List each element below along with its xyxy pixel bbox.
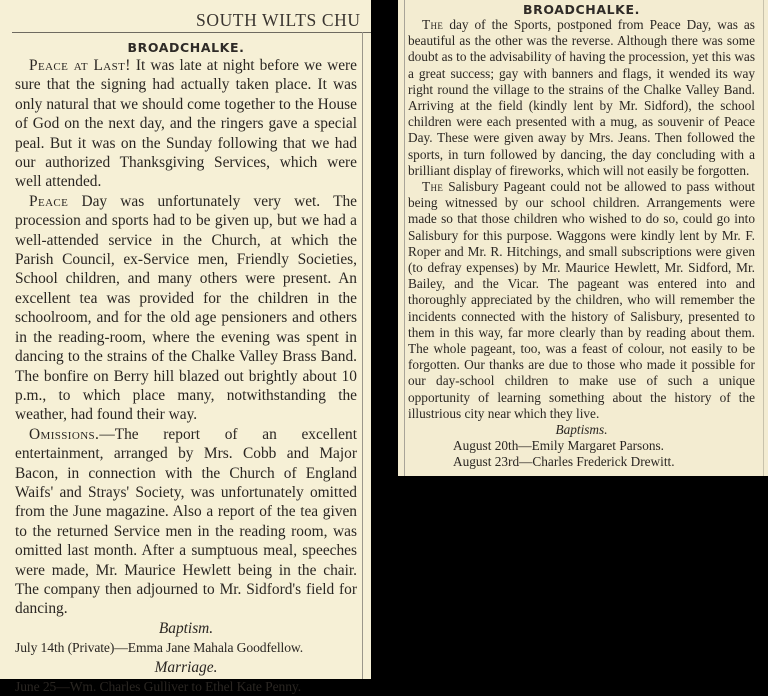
paragraph-text: It was late at night before we were sure that the signing had actually taken place. It was only natural that we should come together to the House of God on the next day, and the ringers gave a special peal. But it was on the Sunday following that we had our authorized Thanksgiving Services, which were well attended.	[15, 57, 358, 191]
left-article	[15, 40, 357, 696]
baptisms-heading: Baptisms.	[555, 422, 608, 438]
right-article	[408, 3, 755, 471]
paragraph-peace-at-last	[15, 56, 357, 192]
paragraph-text: Day was unfortunately very wet. The procession and sports had to be given up, but we had a well-attended service in the Church, at which the Parish Council, ex-Service men, Friendly Societies, School children, and many others were present. An excellent tea was provided for the children in the schoolroom, and for the old age pensioners and others in the reading-room, where the evening was spent in dancing to the strains of the Chalke Valley Brass Band. The bonfire on Berry hill blazed out brightly about 10 p.m., to which place many, notwithstanding the weather, had found their way.	[15, 192, 357, 424]
paragraph-omissions	[15, 425, 357, 619]
baptism-entry: July 14th (Private)—Emma Jane Mahala Goodfellow.	[15, 640, 304, 656]
marriage-entry: June 25—Wm. Charles Gulliver to Ethel Kate Penny.	[15, 679, 302, 694]
running-head: SOUTH WILTS CHU	[196, 10, 361, 30]
paragraph-peace-day	[15, 192, 357, 425]
column-rule	[404, 0, 405, 476]
header-rule	[12, 32, 371, 33]
marriage-heading: Marriage.	[154, 658, 218, 676]
baptism-entry: August 23rd—Charles Frederick Drewitt.	[453, 454, 675, 470]
column-rule	[362, 32, 363, 679]
paragraph-salisbury-pageant	[408, 179, 755, 422]
left-page-clipping	[0, 0, 371, 694]
paragraph-sports-day	[408, 17, 755, 179]
section-title: BROADCHALKE.	[523, 2, 640, 17]
paragraph-lead: The	[422, 179, 444, 195]
paragraph-lead: Omissions.	[29, 425, 100, 443]
page-edge	[763, 0, 764, 476]
baptism-entry: August 20th—Emily Margaret Parsons.	[453, 438, 665, 454]
paragraph-text: Salisbury Pageant could not be allowed to pass without being witnessed by our school children. Arrangements were made so that those children who wished to do so, could go into Salisbury for this purpose. Waggons were kindly lent by Mr. F. Roper and Mr. R. Hitchings, and small subscriptions were given (to defray expenses) by Mr. Maurice Hewlett, Mr. Sidford, Mr. Bailey, and the Vicar. The pageant was entered into and thoroughly appreciated by the children, who will remember the incidents connected with the history of Salisbury, presented to them in this way, far more clearly than by reading about them. The whole pageant, too, was a feast of colour, not easily to be forgotten. Our thanks are due to those who made it possible for our day-school children to make use of such a unique opportunity of learning something about the history of the illustrious city near which they live.	[408, 179, 755, 421]
paragraph-text: —The report of an excellent entertainment, arranged by Mrs. Cobb and Major Bacon, in connection with the Church of England Waifs' and Strays' Society, was unfortunately omitted from the June magazine. Also a report of the tea given to the returned Service men in the reading room, was omitted last month. After a sumptuous meal, speeches were made, Mr. Maurice Hewlett being in the chair. The company then adjourned to Mr. Sidford's field for dancing.	[15, 425, 357, 618]
right-page-clipping	[398, 0, 768, 476]
paragraph-lead: Peace	[29, 192, 69, 210]
baptism-heading: Baptism.	[158, 619, 214, 637]
paragraph-lead: Peace at Last!	[29, 57, 131, 74]
paragraph-text: day of the Sports, postponed from Peace Day, was as beautiful as the other was the reverse. Although there was some doubt as to the advisability of having the procession, yet this was a great success; gay with banners and flags, it wended its way right round the village to the strains of the Chalke Valley Band. Arriving at the field (kindly lent by Mr. Sidford), the school children were each presented with a mug, as souvenir of Peace Day. These were given away by Mrs. Jeans. Then followed the sports, in turn followed by dancing, the day concluding with a brilliant display of fireworks, which will not easily be forgotten.	[408, 17, 755, 178]
section-title: BROADCHALKE.	[127, 40, 245, 55]
paragraph-lead: The	[422, 17, 444, 32]
